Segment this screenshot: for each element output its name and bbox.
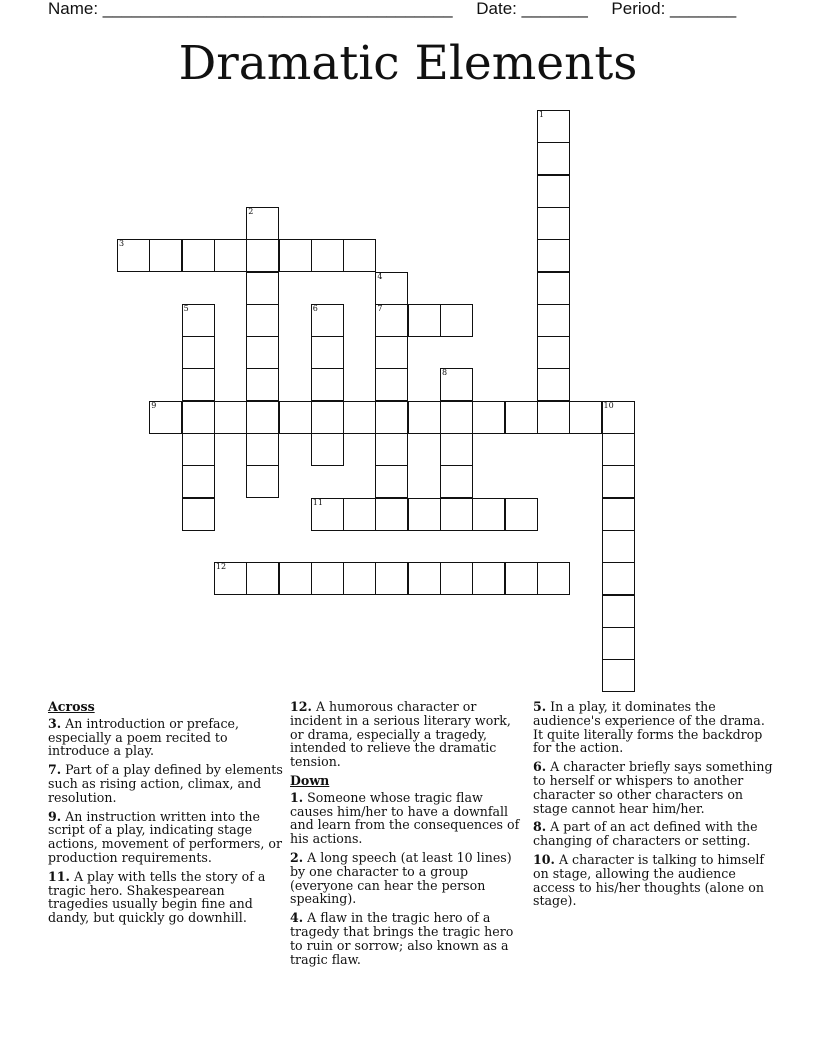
clue-number: 10. bbox=[533, 851, 555, 867]
grid-cell[interactable] bbox=[182, 368, 215, 401]
grid-cell[interactable] bbox=[311, 239, 344, 272]
grid-cell[interactable] bbox=[537, 401, 570, 434]
grid-cell[interactable] bbox=[246, 465, 279, 498]
grid-cell[interactable] bbox=[375, 336, 408, 369]
grid-cell[interactable] bbox=[537, 142, 570, 175]
grid-cell[interactable] bbox=[246, 368, 279, 401]
grid-cell[interactable] bbox=[375, 433, 408, 466]
grid-cell[interactable] bbox=[602, 498, 635, 531]
clue-across-7 bbox=[48, 763, 284, 804]
grid-cell[interactable] bbox=[375, 368, 408, 401]
grid-cell[interactable] bbox=[279, 401, 312, 434]
clue-text: An instruction written into the script of a play, indicating stage actions, movement of performers, or production requirements. bbox=[48, 808, 283, 865]
grid-cell[interactable] bbox=[182, 498, 215, 531]
grid-cell[interactable] bbox=[182, 401, 215, 434]
cell-number: 9 bbox=[151, 400, 157, 410]
grid-cell[interactable] bbox=[182, 465, 215, 498]
date-blank: _______ bbox=[521, 0, 588, 18]
clue-text: A character is talking to himself on stage, allowing the audience access to his/her thoughts (alone on stage). bbox=[533, 851, 765, 909]
cell-number: 2 bbox=[248, 206, 254, 216]
clue-number: 8. bbox=[533, 819, 547, 835]
clue-number: 11. bbox=[48, 868, 70, 884]
grid-cell[interactable] bbox=[246, 562, 279, 595]
cell-number: 5 bbox=[183, 303, 189, 313]
grid-cell[interactable] bbox=[569, 401, 602, 434]
cell-number: 11 bbox=[312, 497, 323, 507]
clue-down-4 bbox=[290, 911, 528, 966]
name-label: Name: bbox=[48, 0, 103, 18]
grid-cell[interactable] bbox=[537, 207, 570, 240]
clue-text: In a play, it dominates the audience's experience of the drama. It quite literally forms the backdrop for the action. bbox=[533, 699, 765, 756]
grid-cell[interactable] bbox=[311, 336, 344, 369]
grid-cell[interactable] bbox=[182, 336, 215, 369]
cell-number: 6 bbox=[312, 303, 318, 313]
grid-cell[interactable] bbox=[117, 239, 150, 272]
clue-number: 2. bbox=[290, 849, 304, 865]
clue-number: 9. bbox=[48, 808, 62, 824]
grid-cell[interactable] bbox=[375, 401, 408, 434]
cell-number: 3 bbox=[119, 239, 125, 249]
grid-cell[interactable] bbox=[440, 433, 473, 466]
grid-cell[interactable] bbox=[343, 562, 376, 595]
cell-number: 4 bbox=[377, 271, 383, 281]
grid-cell[interactable] bbox=[311, 498, 344, 531]
grid-cell[interactable] bbox=[408, 401, 441, 434]
grid-cell[interactable] bbox=[472, 401, 505, 434]
grid-cell[interactable] bbox=[472, 498, 505, 531]
down-heading: Down bbox=[290, 772, 330, 788]
grid-cell[interactable] bbox=[602, 562, 635, 595]
clue-number: 1. bbox=[290, 789, 304, 805]
grid-cell[interactable] bbox=[602, 595, 635, 628]
clue-text: A long speech (at least 10 lines) by one character to a group (everyone can hear the person speaking). bbox=[290, 849, 512, 907]
grid-cell[interactable] bbox=[537, 175, 570, 208]
grid-cell[interactable] bbox=[214, 401, 247, 434]
grid-cell[interactable] bbox=[440, 562, 473, 595]
grid-cell[interactable] bbox=[602, 659, 635, 692]
grid-cell[interactable] bbox=[246, 207, 279, 240]
clue-column-3 bbox=[533, 700, 773, 913]
name-blank: _____________________________________ bbox=[102, 0, 453, 18]
grid-cell[interactable] bbox=[537, 304, 570, 337]
grid-cell[interactable] bbox=[408, 498, 441, 531]
grid-cell[interactable] bbox=[182, 239, 215, 272]
grid-cell[interactable] bbox=[440, 498, 473, 531]
clue-number: 7. bbox=[48, 762, 62, 778]
clue-down-8 bbox=[533, 820, 773, 848]
grid-cell[interactable] bbox=[537, 272, 570, 305]
clue-number: 3. bbox=[48, 715, 62, 731]
clue-down-6 bbox=[533, 760, 773, 815]
grid-cell[interactable] bbox=[375, 304, 408, 337]
clue-text: A play with tells the story of a tragic hero. Shakespearean tragedies usually begin fine and dandy, but quickly go downhill. bbox=[48, 868, 266, 926]
period-blank: _______ bbox=[670, 0, 737, 18]
grid-cell[interactable] bbox=[246, 433, 279, 466]
grid-cell[interactable] bbox=[375, 498, 408, 531]
cell-number: 12 bbox=[215, 562, 227, 572]
grid-cell[interactable] bbox=[505, 401, 538, 434]
clue-across-9 bbox=[48, 810, 284, 865]
grid-cell[interactable] bbox=[246, 401, 279, 434]
grid-cell[interactable] bbox=[408, 562, 441, 595]
cell-number: 8 bbox=[442, 368, 448, 378]
period-label: Period: bbox=[611, 0, 671, 18]
clue-down-2 bbox=[290, 851, 528, 906]
grid-cell[interactable] bbox=[537, 239, 570, 272]
grid-cell[interactable] bbox=[537, 336, 570, 369]
clue-text: A humorous character or incident in a serious literary work, or drama, especially a tragedy, intended to relieve the dramatic tension. bbox=[290, 699, 511, 770]
cell-number: 7 bbox=[377, 303, 383, 313]
clue-column-1 bbox=[48, 700, 284, 930]
grid-cell[interactable] bbox=[375, 465, 408, 498]
grid-cell[interactable] bbox=[440, 368, 473, 401]
clue-across-12 bbox=[290, 700, 528, 769]
date-label: Date: bbox=[476, 0, 522, 18]
grid-cell[interactable] bbox=[343, 498, 376, 531]
grid-cell[interactable] bbox=[537, 368, 570, 401]
clue-column-2 bbox=[290, 700, 528, 971]
grid-cell[interactable] bbox=[246, 239, 279, 272]
clue-down-1 bbox=[290, 791, 528, 846]
grid-cell[interactable] bbox=[343, 239, 376, 272]
grid-cell[interactable] bbox=[602, 433, 635, 466]
clue-text: Someone whose tragic flaw causes him/her to have a downfall and learn from the consequences of his actions. bbox=[290, 789, 520, 847]
grid-cell[interactable] bbox=[246, 336, 279, 369]
grid-cell[interactable] bbox=[440, 401, 473, 434]
clue-down-10 bbox=[533, 853, 773, 908]
grid-cell[interactable] bbox=[537, 562, 570, 595]
clue-across-11 bbox=[48, 870, 284, 925]
grid-cell[interactable] bbox=[375, 562, 408, 595]
grid-cell[interactable] bbox=[537, 110, 570, 143]
clue-text: A character briefly says something to herself or whispers to another character so other characters on stage cannot hear him/her. bbox=[533, 759, 773, 816]
grid-cell[interactable] bbox=[149, 401, 182, 434]
grid-cell[interactable] bbox=[440, 304, 473, 337]
grid-cell[interactable] bbox=[343, 401, 376, 434]
grid-cell[interactable] bbox=[602, 627, 635, 660]
cell-number: 10 bbox=[603, 400, 614, 410]
grid-cell[interactable] bbox=[311, 368, 344, 401]
grid-cell[interactable] bbox=[311, 401, 344, 434]
clue-text: Part of a play defined by elements such as rising action, climax, and resolution. bbox=[48, 762, 283, 805]
grid-cell[interactable] bbox=[182, 304, 215, 337]
across-heading: Across bbox=[48, 699, 95, 714]
grid-cell[interactable] bbox=[472, 562, 505, 595]
clue-across-3 bbox=[48, 717, 284, 758]
grid-cell[interactable] bbox=[602, 530, 635, 563]
cell-number: 1 bbox=[538, 110, 544, 119]
grid-cell[interactable] bbox=[214, 239, 247, 272]
grid-cell[interactable] bbox=[214, 562, 247, 595]
grid-cell[interactable] bbox=[279, 562, 312, 595]
grid-cell[interactable] bbox=[182, 433, 215, 466]
grid-cell[interactable] bbox=[408, 304, 441, 337]
clue-text: An introduction or preface, especially a poem recited to introduce a play. bbox=[48, 715, 240, 759]
page-title: Dramatic Elements bbox=[178, 36, 638, 91]
clue-number: 12. bbox=[290, 699, 312, 714]
grid-cell[interactable] bbox=[602, 465, 635, 498]
grid-cell[interactable] bbox=[246, 272, 279, 305]
grid-cell[interactable] bbox=[311, 433, 344, 466]
grid-cell[interactable] bbox=[505, 498, 538, 531]
grid-cell[interactable] bbox=[246, 304, 279, 337]
clue-number: 4. bbox=[290, 910, 304, 926]
grid-cell[interactable] bbox=[375, 272, 408, 305]
clue-text: A part of an act defined with the changing of characters or setting. bbox=[533, 819, 758, 849]
grid-cell[interactable] bbox=[602, 401, 635, 434]
grid-cell[interactable] bbox=[279, 239, 312, 272]
grid-cell[interactable] bbox=[311, 562, 344, 595]
grid-cell[interactable] bbox=[505, 562, 538, 595]
grid-cell[interactable] bbox=[311, 304, 344, 337]
clue-down-5 bbox=[533, 700, 773, 755]
grid-cell[interactable] bbox=[149, 239, 182, 272]
clue-number: 6. bbox=[533, 759, 547, 775]
clue-text: A flaw in the tragic hero of a tragedy that brings the tragic hero to ruin or sorrow; also known as a tragic flaw. bbox=[290, 910, 514, 967]
clue-number: 5. bbox=[533, 699, 547, 714]
grid-cell[interactable] bbox=[440, 465, 473, 498]
